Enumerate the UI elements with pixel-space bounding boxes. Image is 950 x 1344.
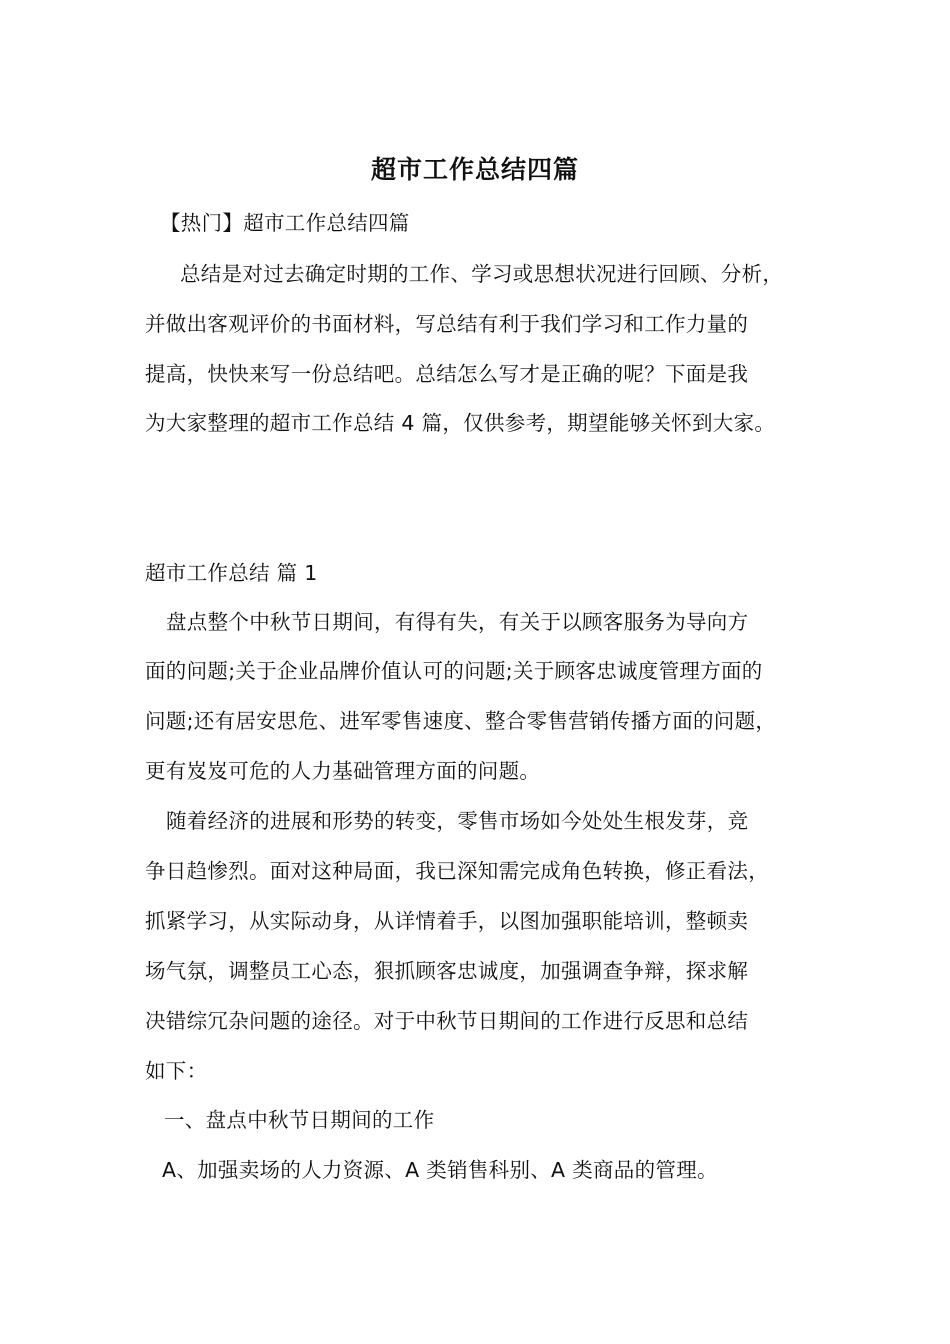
- intro-line-3: 提高，快快来写一份总结吧。总结怎么写才是正确的呢？下面是我: [145, 362, 749, 386]
- intro-line-4: 为大家整理的超市工作总结 4 篇，仅供参考，期望能够关怀到大家。: [145, 411, 776, 435]
- paragraph2-line-1: 随着经济的进展和形势的转变，零售市场如今处处生根发芽，竞: [166, 809, 749, 833]
- paragraph1-line-3: 问题;还有居安思危、进军零售速度、整合零售营销传播方面的问题，: [145, 709, 777, 733]
- document-title: 超市工作总结四篇: [370, 155, 579, 184]
- paragraph1-line-1: 盘点整个中秋节日期间，有得有失，有关于以顾客服务为导向方: [166, 610, 749, 634]
- item-a: A、加强卖场的人力资源、A 类销售科别、A 类商品的管理。: [162, 1158, 718, 1182]
- paragraph1-line-2: 面的问题;关于企业品牌价值认可的问题;关于顾客忠诚度管理方面的: [145, 659, 763, 683]
- paragraph2-line-2: 争日趋惨烈。面对这种局面，我已深知需完成角色转换，修正看法，: [145, 859, 769, 883]
- paragraph1-line-4: 更有岌岌可危的人力基础管理方面的问题。: [145, 759, 541, 783]
- paragraph2-line-4: 场气氛，调整员工心态，狠抓顾客忠诚度，加强调查争辩，探求解: [145, 959, 749, 983]
- paragraph2-line-6: 如下：: [145, 1059, 208, 1083]
- section-heading: 超市工作总结 篇 1: [145, 561, 318, 585]
- intro-line-2: 并做出客观评价的书面材料，写总结有利于我们学习和工作力量的: [145, 312, 749, 336]
- paragraph2-line-3: 抓紧学习，从实际动身，从详情着手，以图加强职能培训，整顿卖: [145, 909, 749, 933]
- intro-line-1: 总结是对过去确定时期的工作、学习或思想状况进行回顾、分析，: [180, 262, 784, 286]
- item-heading: 一、盘点中秋节日期间的工作: [164, 1108, 435, 1132]
- paragraph2-line-5: 决错综冗杂问题的途径。对于中秋节日期间的工作进行反思和总结: [145, 1009, 749, 1033]
- document-subtitle: 【热门】超市工作总结四篇: [160, 211, 410, 235]
